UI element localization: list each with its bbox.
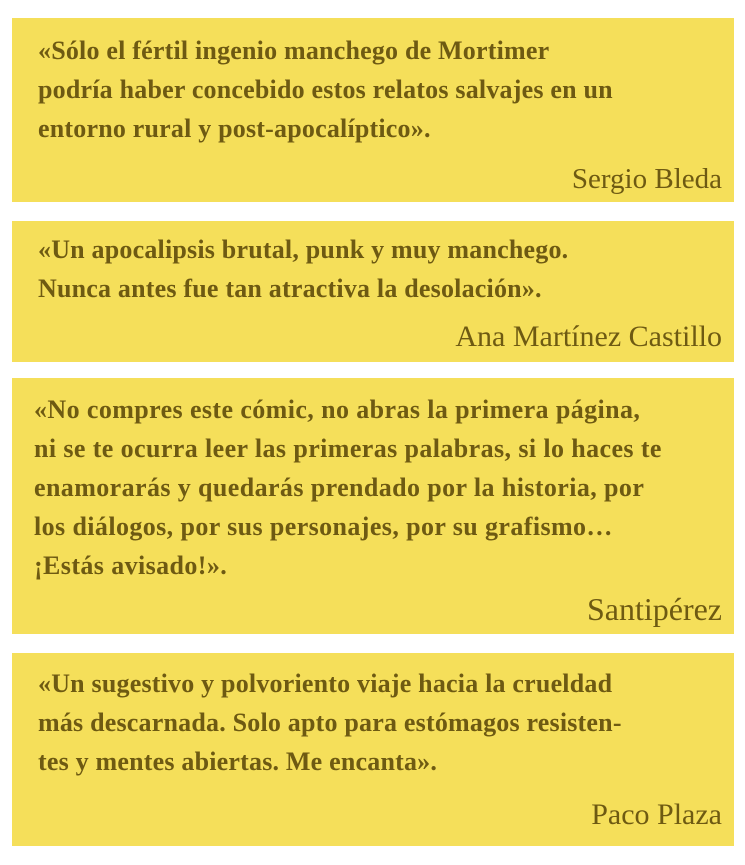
- quote-line: Nunca antes fue tan atractiva la desolación».: [38, 274, 542, 303]
- quote-line: «Sólo el fértil ingenio manchego de Mortimer: [38, 36, 550, 65]
- quote-text: [38, 653, 720, 781]
- quote-author: Sergio Bleda: [571, 163, 722, 195]
- quote-line: tes y mentes abiertas. Me encanta».: [38, 747, 438, 776]
- quote-line: entorno rural y post-apocalíptico».: [38, 114, 431, 143]
- quote-line: podría haber concebido estos relatos salvajes en un: [38, 75, 613, 104]
- quote-card-sergio-bleda: [12, 18, 734, 202]
- quote-text: [34, 378, 720, 585]
- quote-author: Santipérez: [586, 591, 722, 627]
- quote-line: los diálogos, por sus personajes, por su grafismo…: [34, 512, 613, 541]
- quote-author: Ana Martínez Castillo: [455, 320, 722, 353]
- quote-line: enamorarás y quedarás prendado por la historia, por: [34, 473, 645, 502]
- quote-card-santiperez: [12, 378, 734, 634]
- quote-card-ana-martinez-castillo: [12, 221, 734, 362]
- quote-text: [38, 18, 720, 148]
- quote-author: Paco Plaza: [591, 798, 722, 831]
- quote-line: más descarnada. Solo apto para estómagos resisten-: [38, 708, 622, 737]
- quote-text: [38, 221, 720, 308]
- quote-card-paco-plaza: [12, 653, 734, 846]
- quote-line: «Un sugestivo y polvoriento viaje hacia la crueldad: [38, 669, 613, 698]
- quote-line: ni se te ocurra leer las primeras palabras, si lo haces te: [34, 434, 662, 463]
- quote-line: ¡Estás avisado!».: [34, 551, 228, 580]
- quote-line: «No compres este cómic, no abras la primera página,: [34, 395, 641, 424]
- quote-line: «Un apocalipsis brutal, punk y muy manchego.: [38, 235, 569, 264]
